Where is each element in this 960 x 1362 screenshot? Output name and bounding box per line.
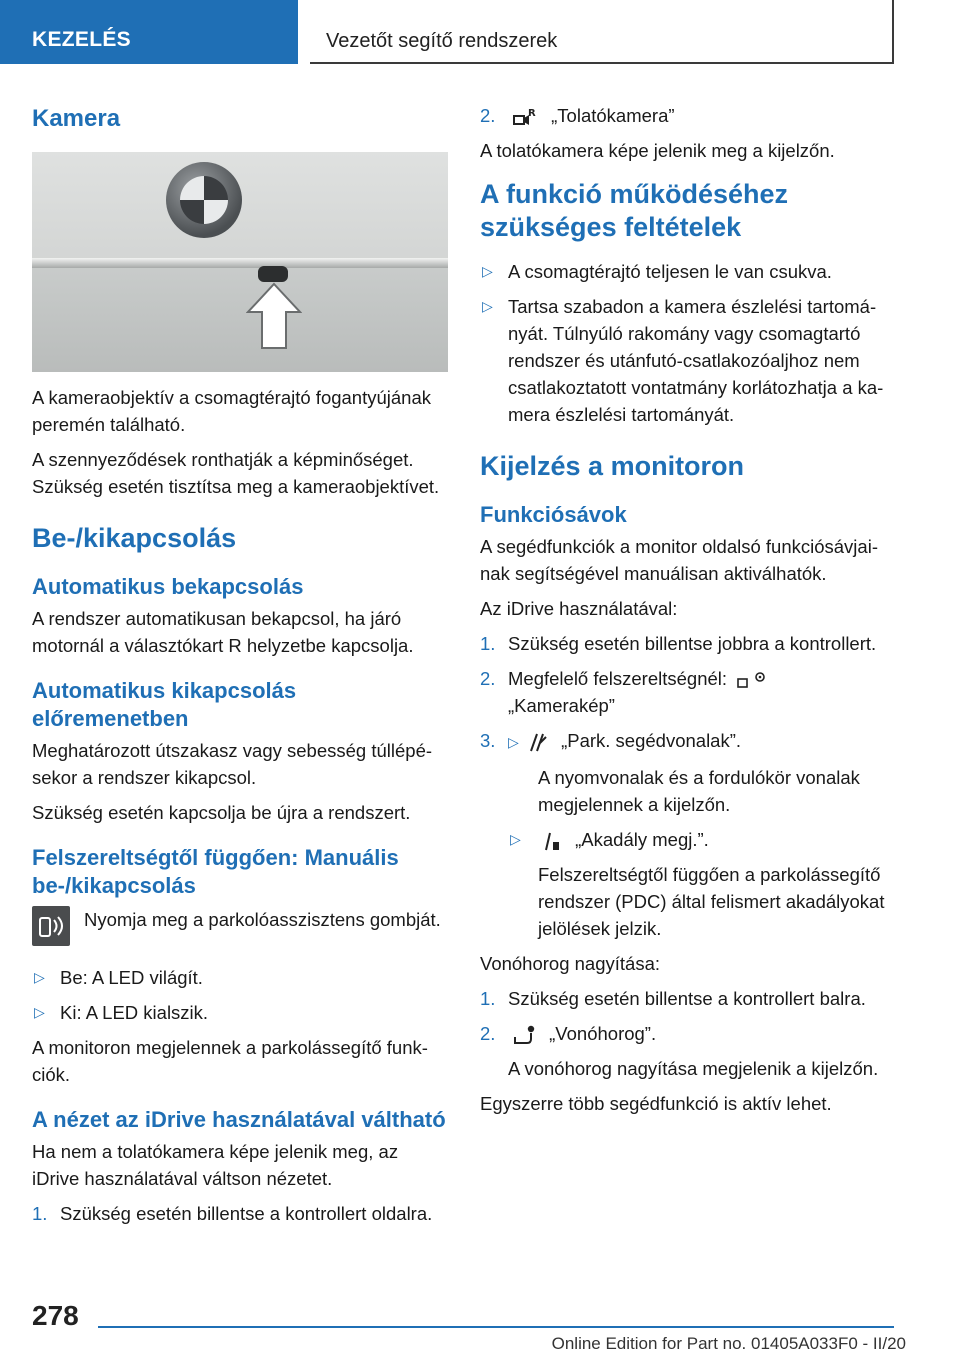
hitch-step-1: 1. Szükség esetén billentse a kontrollert balra. <box>480 988 866 1009</box>
display-heading: Kijelzés a monitoron <box>480 451 745 481</box>
header-section-tab <box>0 0 298 64</box>
pdc-button-row <box>32 906 448 950</box>
header-chapter-label: Vezetőt segítő rendszerek <box>326 30 558 52</box>
view-step-2: 2. R „Tolatókamera” <box>480 105 675 126</box>
view-heading: A nézet az iDrive használatával váltható <box>32 1107 446 1132</box>
multi-function-paragraph: Egyszerre több segédfunkció is aktív lehet. <box>480 1093 832 1115</box>
triangle-bullet-icon: ▷ <box>34 969 45 985</box>
auto-off-paragraph-2: Szükség esetén kapcsolja be újra a rendszert. <box>32 802 411 823</box>
requirement-1: ▷ A csomagtérajtó teljesen le van csukva. <box>480 258 894 285</box>
page-number: 278 <box>32 1300 79 1331</box>
hitch-paragraph: Vonóhorog nagyítása: <box>480 953 661 974</box>
parking-assistant-button-icon <box>32 906 70 946</box>
parking-guidelines-icon <box>528 731 548 753</box>
view-step-1: 1. Szükség esetén billentse a kontrollert oldalra. <box>32 1203 433 1224</box>
footer-divider <box>98 1326 894 1328</box>
camera-lens-icon <box>258 266 288 282</box>
obstacle-description: Felszereltségtől függően a parkolássegítő rendszer (PDC) által felismert akadályokat jelölések jelzik. <box>538 864 885 939</box>
hitch-step-2: 2. „Vonóhorog”. <box>480 1020 894 1047</box>
camera-settings-icon <box>736 669 770 691</box>
view-paragraph: Ha nem a tolatókamera képe jelenik meg, az iDrive használatával váltson nézetet. <box>32 1141 399 1189</box>
hitch-description: A vonóhorog nagyítása megjelenik a kijelzőn. <box>508 1058 879 1080</box>
rear-camera-icon <box>512 107 538 127</box>
svg-text:R: R <box>528 108 536 120</box>
manual-heading: Felszereltségtől függően: Manuális be-/kikapcsolás <box>32 845 399 898</box>
camera-paragraph-1: A kameraobjektív a csomagtérajtó fogantyújának peremén található. <box>32 387 432 435</box>
header-section-label: KEZELÉS <box>32 28 131 51</box>
obstacle-marking-icon <box>542 830 562 852</box>
triangle-bullet-icon: ▷ <box>508 734 519 750</box>
auto-off-heading: Automatikus kikapcsolás előremenetben <box>32 678 297 731</box>
triangle-bullet-icon: ▷ <box>482 263 493 279</box>
function-bars-heading: Funkciósávok <box>480 502 627 527</box>
bullet-led-on: ▷ Be: A LED világít. <box>32 964 448 991</box>
monitor-paragraph: A monitoron megjelennek a parkolássegítő funkciók. <box>32 1037 428 1085</box>
requirement-2: ▷ Tartsa szabadon a kamera észlelési tartományát. Túlnyúló rakomány vagy csomagtartó rendszer és utánfutó-csatlakozóaljhoz nem csatlakoztatott vontatmány korlátozhatja a kamera észlelési tartományát. <box>480 293 894 428</box>
triangle-bullet-icon: ▷ <box>482 298 493 314</box>
idrive-step-3: 3. ▷ „Park. segédvonalak”. <box>480 727 894 756</box>
camera-heading: Kamera <box>32 105 121 132</box>
arrow-up-icon <box>246 282 302 350</box>
requirements-heading: A funkció működéséhez szükséges feltételek <box>480 179 789 242</box>
header-chapter-tab <box>310 0 894 64</box>
idrive-step-2: 2. Megfelelő felszereltségnél: „Kamerakép” <box>480 665 894 719</box>
manual-paragraph: Nyomja meg a parkolóasszisztens gombját. <box>84 909 441 930</box>
triangle-bullet-icon: ▷ <box>510 831 521 847</box>
auto-on-heading: Automatikus bekapcsolás <box>32 574 304 599</box>
auto-off-paragraph-1: Meghatározott útszakasz vagy sebesség túllépésekor a rendszer kikapcsol. <box>32 740 433 788</box>
function-bars-paragraph: A segédfunkciók a monitor oldalsó funkciósávjainak segítségével manuálisan aktiválhatók. <box>480 536 878 584</box>
left-column <box>32 98 448 1235</box>
camera-location-photo <box>32 152 448 372</box>
right-column <box>480 98 894 1125</box>
bmw-logo-icon <box>166 162 242 238</box>
triangle-bullet-icon: ▷ <box>34 1004 45 1020</box>
guidelines-description: A nyomvonalak és a fordulókör vonalak megjelennek a kijelzőn. <box>538 767 860 815</box>
idrive-step-1: 1. Szükség esetén billentse jobbra a kontrollert. <box>480 633 877 654</box>
bullet-led-off: ▷ Ki: A LED kialszik. <box>32 999 448 1026</box>
camera-paragraph-2: A szennyeződések ronthatják a képminőséget. Szükség esetén tisztítsa meg a kameraobjektívet. <box>32 449 440 497</box>
tow-hitch-icon <box>512 1023 536 1047</box>
idrive-paragraph: Az iDrive használatával: <box>480 598 678 619</box>
onoff-heading: Be-/kikapcsolás <box>32 523 237 553</box>
rearcam-paragraph: A tolatókamera képe jelenik meg a kijelzőn. <box>480 140 835 161</box>
footer-edition: Online Edition for Part no. 01405A033F0 - II/20 <box>551 1334 906 1353</box>
obstacle-marking-item: ▷ „Akadály megj.”. <box>480 826 894 853</box>
auto-on-paragraph: A rendszer automatikusan bekapcsol, ha járó motornál a választókart R helyzetbe kapcsolja. <box>32 608 414 656</box>
